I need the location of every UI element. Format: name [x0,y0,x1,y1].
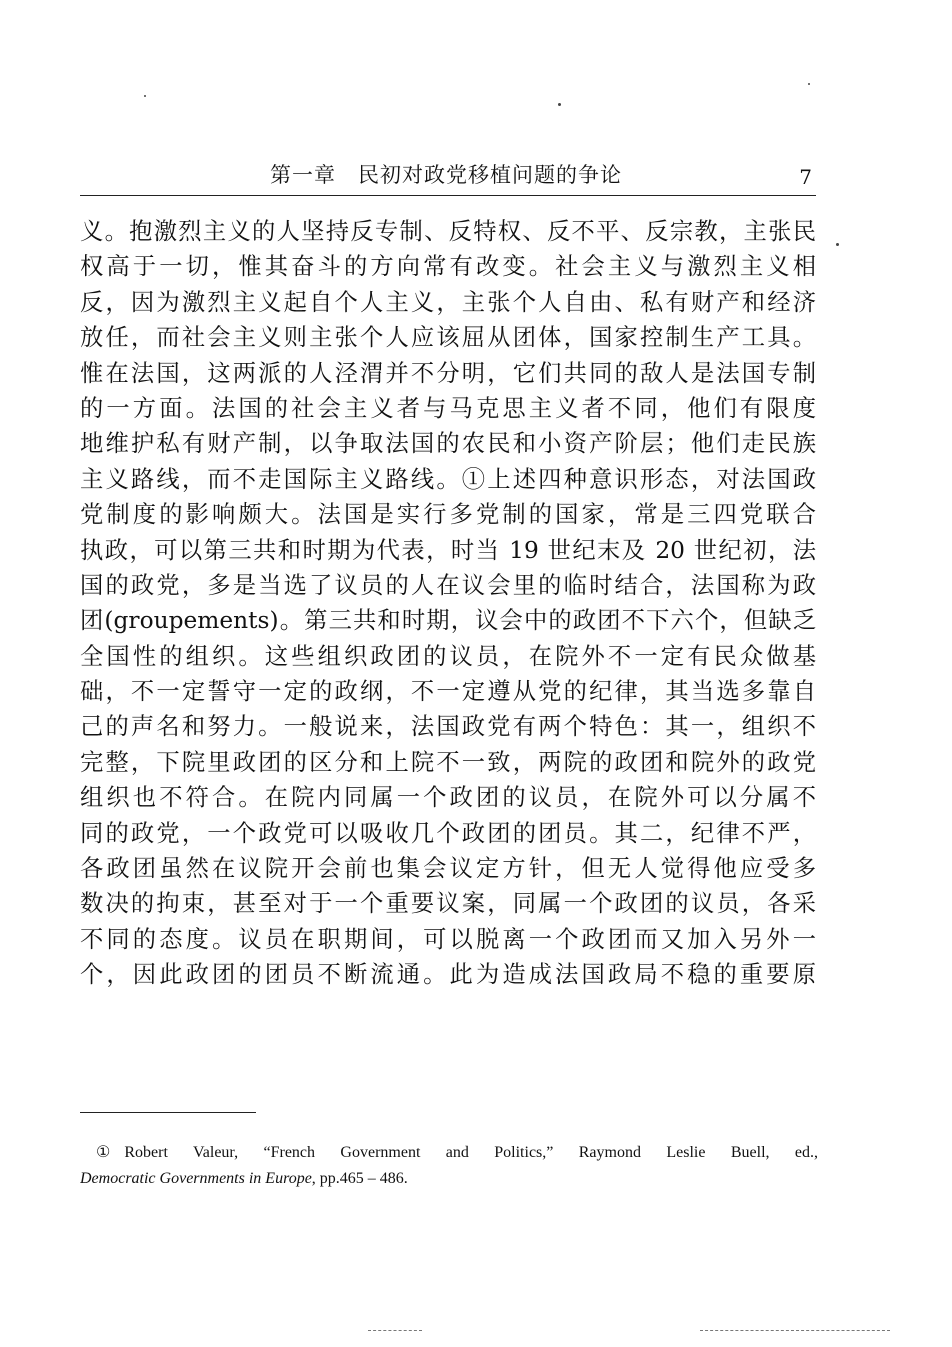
text-line: 己的声名和努力。一般说来，法国政党有两个特色：其一，组织不 [80,713,816,741]
text-line: 团(groupements)。第三共和时期，议会中的政团不下六个，但缺乏 [80,607,816,635]
footnote-book-title: Democratic Governments in Europe [80,1170,312,1187]
body-paragraph [80,214,816,993]
text-line: 数决的拘束，甚至对于一个重要议案，同属一个政团的议员，各采 [80,890,816,918]
text-line: 各政团虽然在议院开会前也集会议定方针，但无人觉得他应受多 [80,855,816,883]
text-line: 义。抱激烈主义的人坚持反专制、反特权、反不平、反宗教，主张民 [80,218,816,245]
text-line: 不同的态度。议员在职期间，可以脱离一个政团而又加入另外一 [80,925,816,953]
scan-speck [808,83,810,85]
text-line: 础，不一定誓守一定的政纲，不一定遵从党的纪律，其当选多靠自 [80,678,816,706]
text-line: 主义路线，而不走国际主义路线。①上述四种意识形态，对法国政 [80,465,816,493]
page-number: 7 [799,165,812,189]
text-line: 权高于一切，惟其奋斗的方向常有改变。社会主义与激烈主义相 [80,253,816,281]
text-line: 完整，下院里政团的区分和上院不一致，两院的政团和院外的政党 [80,748,816,776]
footnote [80,1140,818,1192]
text-line: 国的政党，多是当选了议员的人在议会里的临时结合，法国称为政 [80,571,816,599]
footnote-rule [80,1112,256,1113]
scan-speck [558,103,561,106]
text-line: 惟在法国，这两派的人泾渭并不分明，它们共同的敌人是法国专制 [80,359,816,387]
scan-artifact [700,1330,890,1331]
chapter-title: 第一章 民初对政党移植问题的争论 [270,163,622,187]
text-line: 的一方面。法国的社会主义者与马克思主义者不同，他们有限度 [80,394,816,422]
text-line: 党制度的影响颇大。法国是实行多党制的国家，常是三四党联合 [80,501,816,529]
text-line: 地维护私有财产制，以争取法国的农民和小资产阶层；他们走民族 [80,430,816,458]
footnote-line [80,1140,818,1166]
text-line: 全国性的组织。这些组织政团的议员，在院外不一定有民众做基 [80,642,816,670]
scan-speck [144,95,146,97]
text-line: 放任，而社会主义则主张个人应该屈从团体，国家控制生产工具。 [80,324,816,352]
footnote-marker: ① [96,1144,111,1161]
footnote-pages: , pp.465 – 486. [311,1170,408,1187]
text-line: 反，因为激烈主义起自个人主义，主张个人自由、私有财产和经济 [80,288,816,316]
scan-speck [836,243,839,246]
text-line: 组织也不符合。在院内同属一个政团的议员，在院外可以分属不 [80,784,816,812]
text-line: 执政，可以第三共和时期为代表，时当 19 世纪末及 20 世纪初，法 [80,536,816,564]
scan-artifact [368,1330,422,1331]
text-line: 个，因此政团的团员不断流通。此为造成法国政局不稳的重要原 [80,961,816,989]
footnote-citation: Robert Valeur, “French Government and Politics,” Raymond Leslie Buell, ed., [124,1144,818,1161]
text-line: 同的政党，一个政党可以吸收几个政团的团员。其二，纪律不严， [80,819,816,847]
footnote-line [80,1166,818,1192]
header-rule [80,195,816,196]
running-header [80,160,816,190]
